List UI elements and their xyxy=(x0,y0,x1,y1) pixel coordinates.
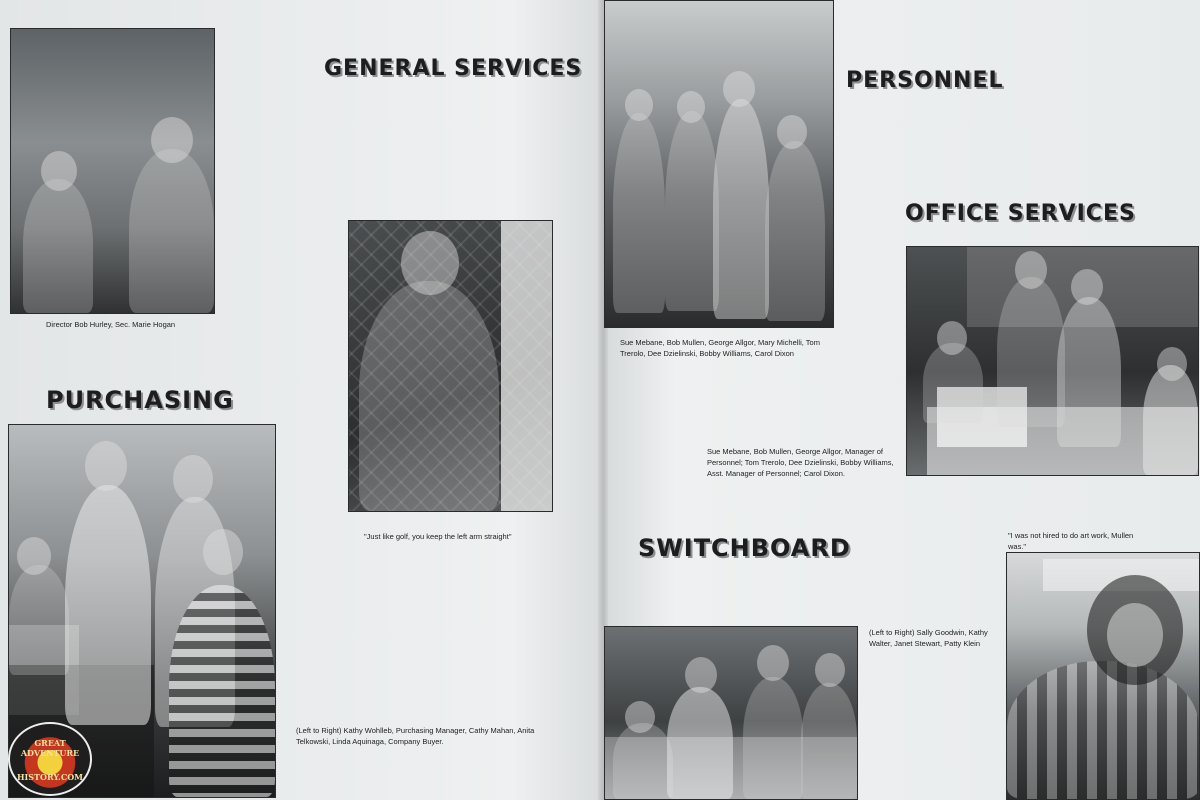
art-quote-caption: "I was not hired to do art work, Mullen was." xyxy=(1008,531,1134,551)
switchboard-caption: (Left to Right) Sally Goodwin, Kathy Walter, Janet Stewart, Patty Klein xyxy=(869,628,988,648)
golf-photo xyxy=(348,220,553,512)
switchboard-heading: SWITCHBOARD xyxy=(638,534,851,562)
golf-quote-caption: "Just like golf, you keep the left arm straight" xyxy=(364,532,512,541)
office-services-photo xyxy=(906,246,1199,476)
personnel-group-caption: Sue Mebane, Bob Mullen, George Allgor, Mary Michelli, Tom Trerolo, Dee Dzielinski, Bobby Williams, Carol Dixon xyxy=(620,338,820,358)
purchasing-heading: PURCHASING xyxy=(46,386,234,414)
art-photo xyxy=(1006,552,1200,800)
office-services-heading: OFFICE SERVICES xyxy=(905,201,1136,226)
personnel-photo xyxy=(604,0,834,328)
watermark-line2: HISTORY.COM xyxy=(16,772,84,782)
switchboard-photo xyxy=(604,626,858,800)
purchasing-caption: (Left to Right) Kathy Wohlleb, Purchasing Manager, Cathy Mahan, Anita Telkowski, Linda Aquinaga, Company Buyer. xyxy=(296,726,535,746)
director-photo xyxy=(10,28,215,314)
personnel-detail-caption: Sue Mebane, Bob Mullen, George Allgor, Manager of Personnel; Tom Trerolo, Dee Dzielinski, Bobby Williams, Asst. Manager of Personnel; Carol Dixon. xyxy=(707,447,894,478)
general-services-heading: GENERAL SERVICES xyxy=(324,56,583,81)
personnel-heading: PERSONNEL xyxy=(846,68,1004,93)
watermark-logo xyxy=(8,722,92,796)
watermark-line1: GREAT ADVENTURE xyxy=(20,738,80,758)
director-caption: Director Bob Hurley, Sec. Marie Hogan xyxy=(46,320,176,329)
